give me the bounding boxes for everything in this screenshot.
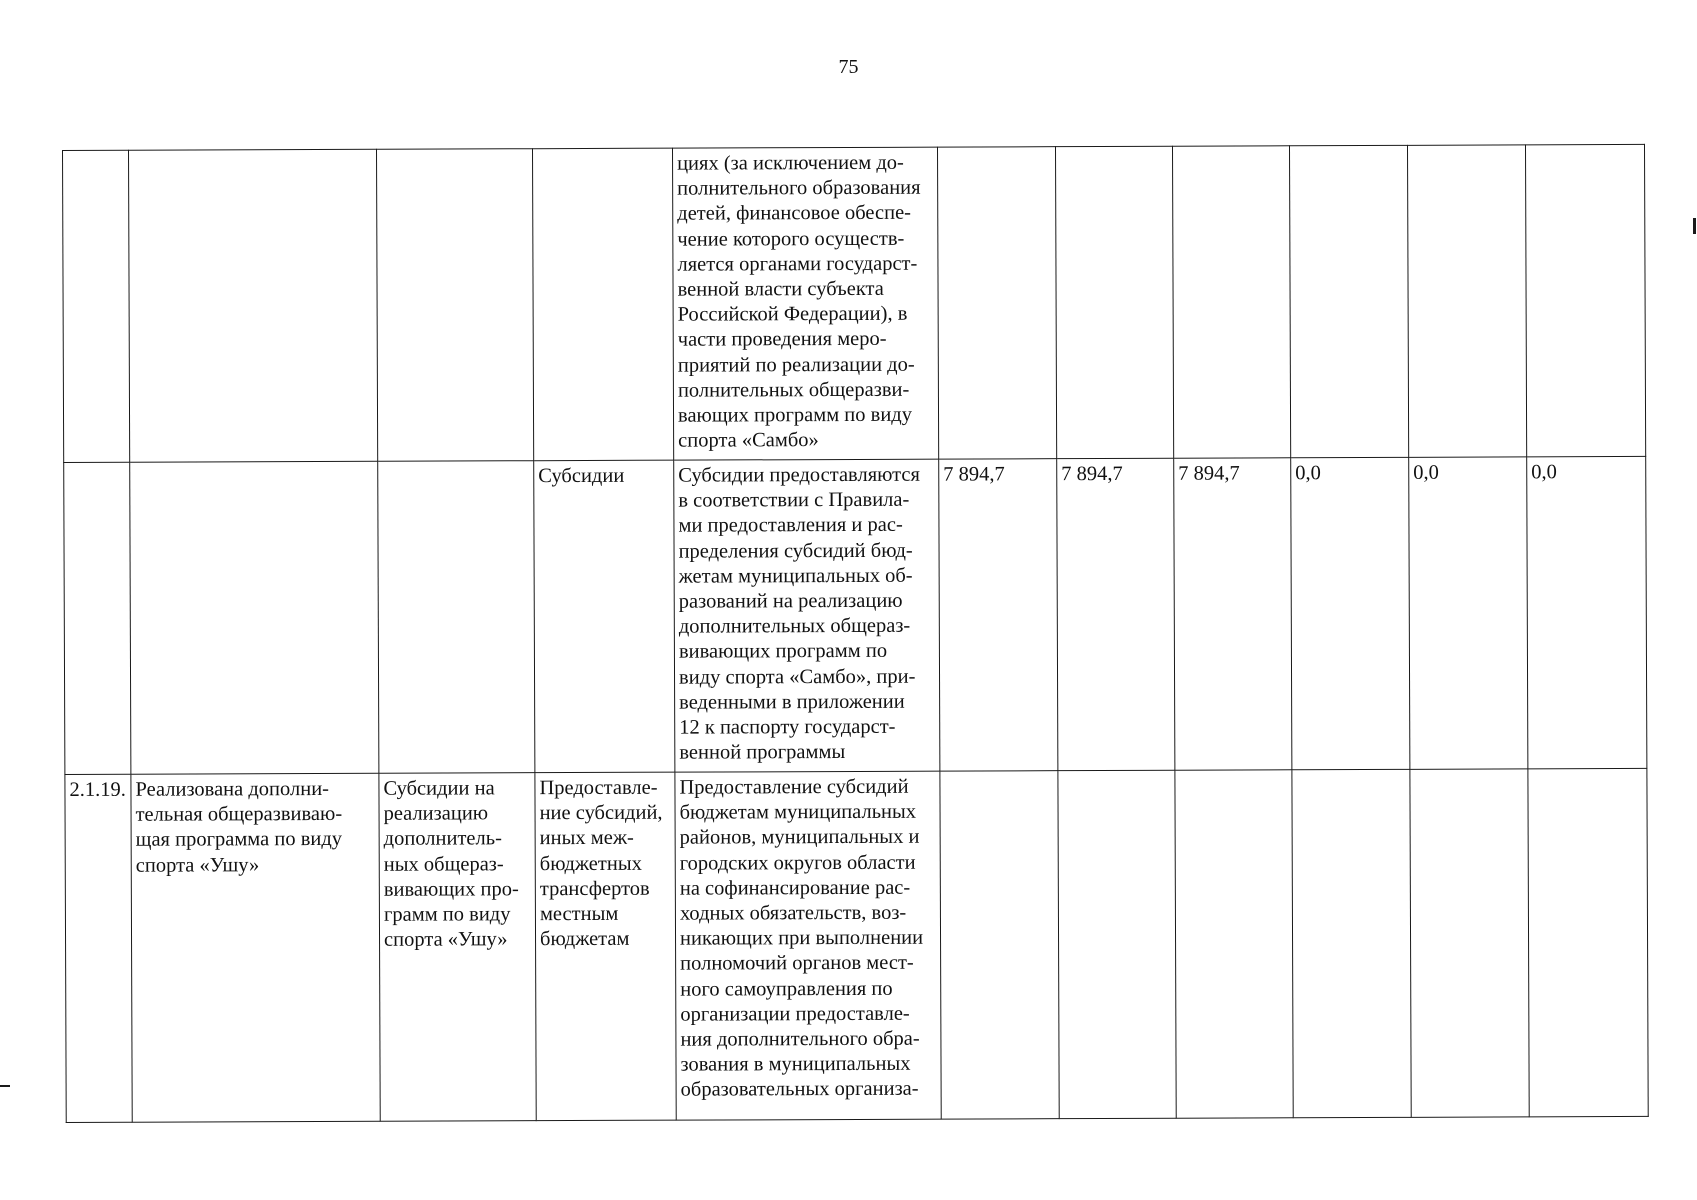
amount-year-cell [1528,768,1648,1116]
mechanism-line: местным [539,902,619,926]
description-line: ляется органами государст- [677,252,918,276]
event-cell [379,773,536,1122]
result-cell [129,149,378,462]
description-line: веденными в приложении [679,690,905,714]
description-cell [674,459,940,772]
description-line: Субсидии предоставляются [678,463,920,487]
description-line: жетам муниципальных об- [678,564,913,588]
description-line: спорта «Самбо» [678,429,819,452]
table-row [65,768,1648,1122]
description-line: районов, муниципальных и [679,826,920,850]
description-line: ходных обязательств, воз- [679,901,907,925]
amount-year-cell [1525,144,1645,456]
amount-year-cell [1407,145,1526,457]
description-line: Предоставление субсидий [679,775,909,799]
mechanism-cell [535,772,676,1121]
description-line: полнительного образования [677,176,921,200]
description-line: ного самоуправления по [680,977,893,1001]
amount-year-cell [1292,769,1411,1117]
amount-total-cell [937,147,1056,459]
description-line: детей, финансовое обеспе- [677,202,912,226]
mechanism-line: бюджетам [539,928,630,951]
amount-year-cell [1055,146,1173,458]
event-line: Субсидии на [383,777,495,800]
event-line: ных общераз- [383,852,504,876]
description-line: городских округов области [679,851,916,875]
description-line: 12 к паспорту государст- [679,715,896,739]
amount-total-cell [940,771,1059,1119]
result-line: тельная общеразвиваю- [135,803,343,826]
table-row [64,456,1647,774]
description-line: части проведения меро- [677,328,887,352]
scan-mark [1693,218,1696,234]
mechanism-line: трансфертов [539,877,650,900]
program-events-table [62,144,1649,1123]
description-line: циях (за исключением до- [677,151,904,175]
result-line: щая программа по виду [135,828,343,852]
description-line: полномочий органов мест- [680,952,914,976]
amount-year-cell: 7 894,7 [1057,458,1175,770]
description-line: в соответствии с Правила- [678,488,910,512]
scan-mark [0,1085,10,1087]
event-cell [378,461,535,774]
row-number-cell: 2.1.19. [65,774,132,1122]
description-cell [675,771,941,1120]
amount-year-cell: 0,0 [1527,456,1647,768]
description-line: приятий по реализации до- [677,353,915,377]
mechanism-cell [532,148,673,461]
description-line: разований на реализацию [678,589,903,613]
description-line: вивающих программ по [678,640,888,664]
table-row [63,144,1646,462]
amount-year-cell [1289,145,1408,457]
amount-year-cell [1175,770,1293,1118]
event-cell [376,149,533,462]
description-line: ми предоставления и рас- [678,514,903,538]
description-line: венной программы [679,741,846,764]
row-number-cell [63,150,130,462]
result-cell [131,773,380,1122]
amount-year-cell [1058,770,1176,1118]
description-line: бюджетам муниципальных [679,800,917,824]
description-line: вающих программ по виду [677,403,913,427]
amount-year-cell: 0,0 [1409,457,1528,769]
description-line: венной власти субъекта [677,277,884,301]
event-line: спорта «Ушу» [383,928,508,951]
amount-year-cell [1172,146,1290,458]
description-line: организации предоставле- [680,1002,910,1026]
description-line: дополнительных общераз- [678,614,911,638]
amount-year-cell: 0,0 [1291,457,1410,769]
mechanism-line: иных меж- [539,827,634,850]
mechanism-line: бюджетных [539,852,642,875]
amount-total-cell: 7 894,7 [939,459,1058,771]
description-line: никающих при выполнении [679,926,924,950]
description-line: зования в муниципальных [680,1052,911,1076]
row-number-cell [64,462,131,774]
description-line: на софинансирование рас- [679,876,911,900]
result-cell [130,461,379,774]
description-line: ния дополнительного обра- [680,1027,920,1051]
description-line: образовательных организа- [680,1078,919,1102]
event-line: грамм по виду [383,903,511,926]
description-line: чение которого осуществ- [677,227,905,251]
mechanism-line: Предоставле- [539,776,658,800]
amount-year-cell: 7 894,7 [1174,458,1292,770]
description-line: Российской Федерации), в [677,302,908,326]
mechanism-cell: Субсидии [534,460,675,773]
page-number: 75 [838,56,859,78]
description-line: виду спорта «Самбо», при- [678,665,916,689]
result-line: Реализована дополни- [135,777,330,801]
mechanism-line: ние субсидий, [539,801,663,825]
description-line: пределения субсидий бюд- [678,539,913,563]
description-line: полнительных общеразви- [677,378,910,402]
result-line: спорта «Ушу» [135,853,260,877]
event-line: дополнитель- [383,827,502,851]
description-cell [672,147,938,460]
amount-year-cell [1410,769,1529,1117]
event-line: реализацию [383,802,489,825]
event-line: вивающих про- [383,878,519,901]
